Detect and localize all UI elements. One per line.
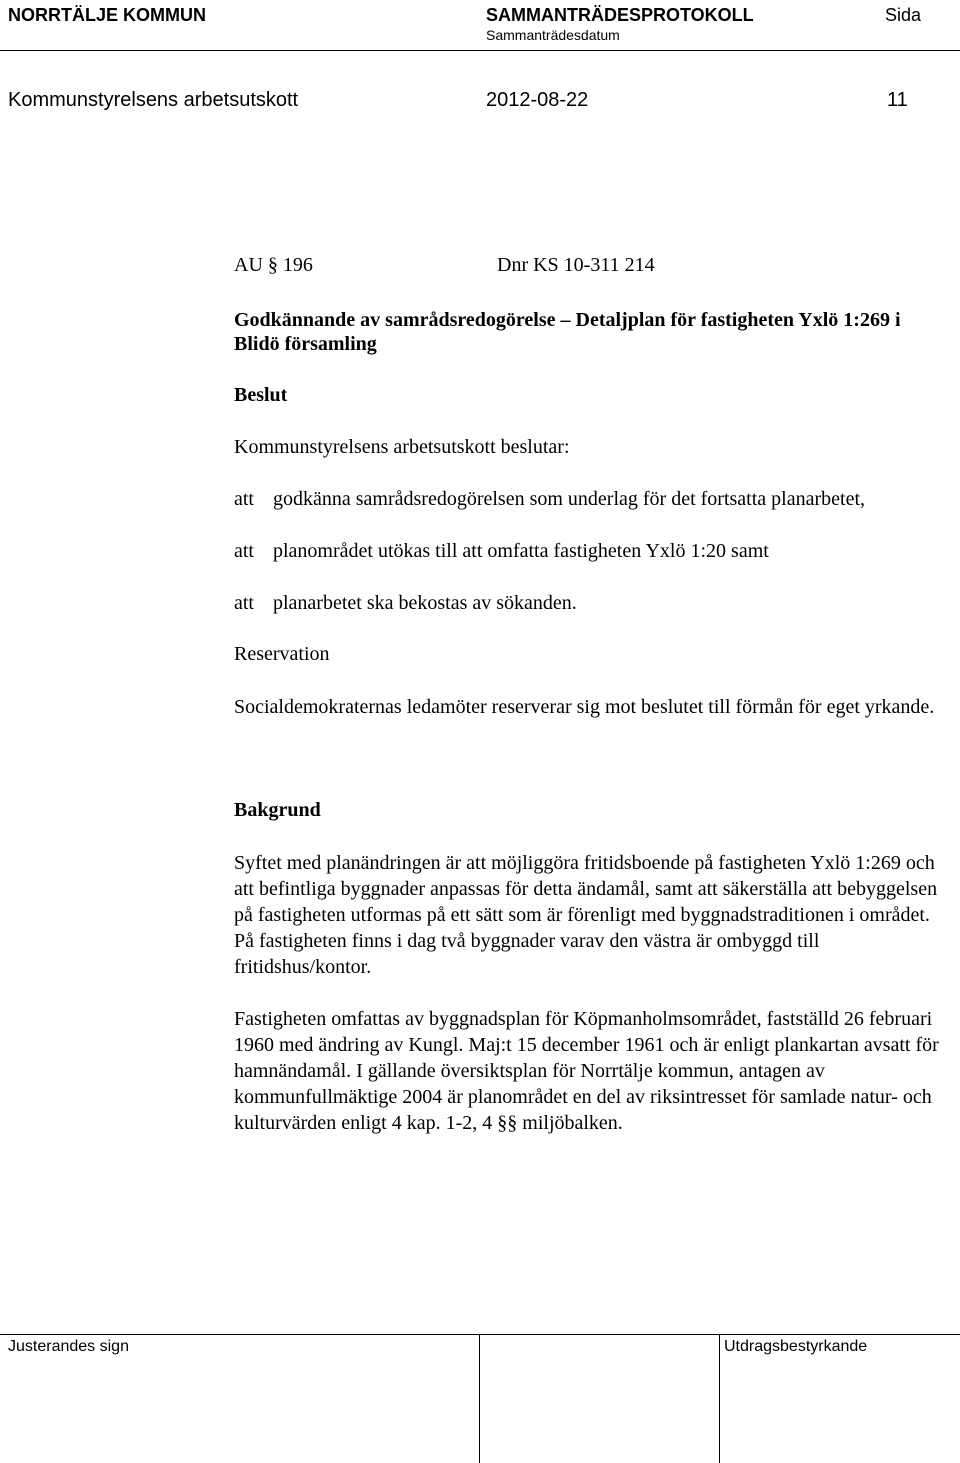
decision-item-text: planområdet utökas till att omfatta fastigheten Yxlö 1:20 samt [273,540,769,562]
signature-divider [479,1335,480,1463]
case-title: Godkännande av samrådsredogörelse – Detaljplan för fastigheten Yxlö 1:269 i Blidö församling [234,309,901,355]
reservation-heading: Reservation [234,643,330,665]
background-heading: Bakgrund [234,799,321,821]
meeting-date-label: Sammanträdesdatum [486,27,620,43]
decision-item-text: planarbetet ska bekostas av sökanden. [273,592,577,614]
diary-number: Dnr KS 10-311 214 [497,254,655,276]
extract-certification-label: Utdragsbestyrkande [724,1338,868,1355]
decision-item-key: att [234,488,254,510]
background-paragraph: Fastigheten omfattas av byggnadsplan för Köpmanholmsområdet, fastställd 26 februari 1960 med ändring av Kungl. Maj:t 15 december 1961 och är enligt plankartan avsatt för hamnändamål. I gällande översiktsplan för Norrtälje kommun, antagen av kommunfullmäktige 2004 är planområdet en del av riksintresset för samlade natur- och kulturvärden enligt 4 kap. 1-2, 4 §§ miljöbalken. [234,1008,939,1134]
page-number: 11 [887,89,908,111]
decision-intro: Kommunstyrelsens arbetsutskott beslutar: [234,436,570,458]
decision-item-key: att [234,540,254,562]
page-label: Sida [885,5,922,25]
decision-item [234,488,865,511]
adjuster-signature-label: Justerandes sign [8,1338,129,1355]
meeting-date: 2012-08-22 [486,89,589,111]
decision-item-key: att [234,592,254,614]
decision-item-text: godkänna samrådsredogörelsen som underlag för det fortsatta planarbetet, [273,488,866,510]
signature-divider [719,1335,720,1463]
decision-heading: Beslut [234,384,288,406]
header-divider [0,50,960,51]
protocol-title: SAMMANTRÄDESPROTOKOLL [486,5,754,25]
municipality-name: NORRTÄLJE KOMMUN [8,5,206,25]
decision-item [234,592,577,615]
decision-item [234,540,769,563]
committee-name: Kommunstyrelsens arbetsutskott [8,89,299,111]
case-number: AU § 196 [234,254,313,276]
reservation-text: Socialdemokraternas ledamöter reserverar sig mot beslutet till förmån för eget yrkande. [234,696,935,718]
background-paragraph: Syftet med planändringen är att möjliggöra fritidsboende på fastigheten Yxlö 1:269 och att befintliga byggnader anpassas för detta ändamål, samt att säkerställa att bebyggelsen på fastigheten utformas på ett sätt som är förenligt med byggnadstraditionen i området. På fastigheten finns i dag två byggnader varav den västra är ombyggd till fritidshus/kontor. [234,852,938,978]
